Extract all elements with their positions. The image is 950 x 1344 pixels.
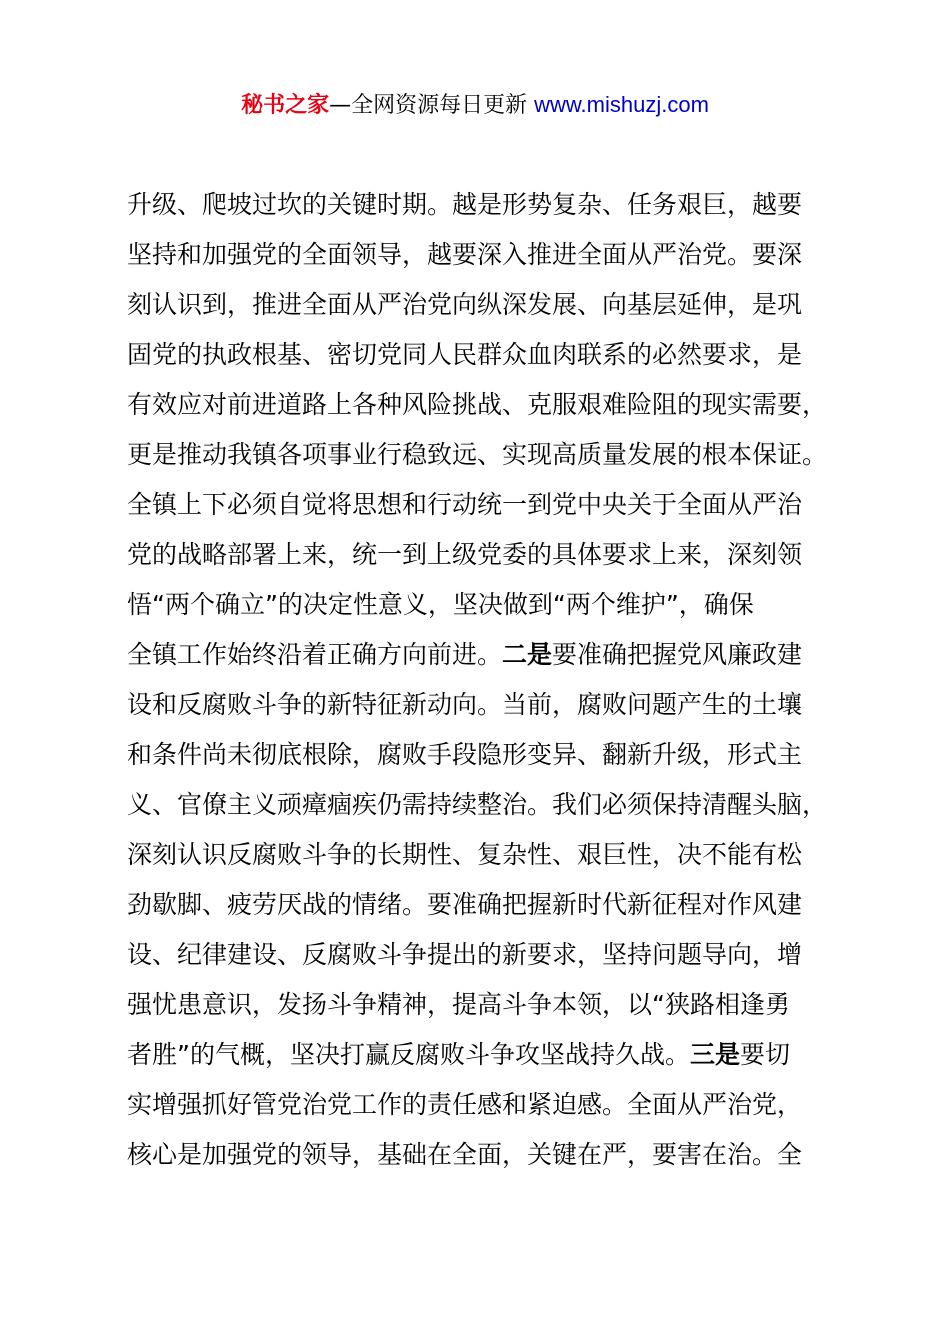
text-line: 全镇上下必须自觉将思想和行动统一到党中央关于全面从严治 (127, 490, 803, 519)
page-header (0, 88, 950, 123)
text-line: 刻认识到，推进全面从严治党向纵深发展、向基层延伸，是巩 (127, 290, 803, 319)
text-line: 坚持和加强党的全面领导，越要深入推进全面从严治党。要深 (127, 240, 803, 269)
text-line: 全镇工作始终沿着正确方向前进。二是要准确把握党风廉政建 (127, 640, 803, 669)
text-line: 义、官僚主义顽瘴痼疾仍需持续整治。我们必须保持清醒头脑， (127, 790, 828, 819)
text-line: 升级、爬坡过坎的关键时期。越是形势复杂、任务艰巨，越要 (127, 190, 803, 219)
text-line: 和条件尚未彻底根除，腐败手段隐形变异、翻新升级，形式主 (127, 740, 803, 769)
text-line: 核心是加强党的领导，基础在全面，关键在严，要害在治。全 (127, 1140, 803, 1169)
text-line: 设和反腐败斗争的新特征新动向。当前，腐败问题产生的土壤 (127, 690, 803, 719)
document-body (127, 180, 837, 1180)
text-line: 者胜”的气概，坚决打赢反腐败斗争攻坚战持久战。三是要切 (127, 1040, 790, 1069)
text-line: 劲歇脚、疲劳厌战的情绪。要准确把握新时代新征程对作风建 (127, 890, 803, 919)
site-tagline: —全网资源每日更新 (329, 93, 535, 118)
text-line: 实增强抓好管党治党工作的责任感和紧迫感。全面从严治党， (127, 1090, 803, 1119)
text-line: 设、纪律建设、反腐败斗争提出的新要求，坚持问题导向，增 (127, 940, 803, 969)
point-marker-second: 二是 (502, 640, 553, 669)
text-line: 悟“两个确立”的决定性意义，坚决做到“两个维护”，确保 (127, 590, 754, 619)
text-line: 更是推动我镇各项事业行稳致远、实现高质量发展的根本保证。 (127, 440, 828, 469)
point-marker-third: 三是 (689, 1040, 740, 1069)
text-line: 有效应对前进道路上各种风险挑战、克服艰难险阻的现实需要， (127, 390, 828, 419)
text-line: 深刻认识反腐败斗争的长期性、复杂性、艰巨性，决不能有松 (127, 840, 803, 869)
text-line: 强忧患意识，发扬斗争精神，提高斗争本领，以“狭路相逢勇 (127, 990, 790, 1019)
text-line: 固党的执政根基、密切党同人民群众血肉联系的必然要求，是 (127, 340, 803, 369)
site-brand: 秘书之家 (241, 93, 330, 118)
site-url-link[interactable]: www.mishuzj.com (534, 92, 709, 117)
text-line: 党的战略部署上来，统一到上级党委的具体要求上来，深刻领 (127, 540, 803, 569)
